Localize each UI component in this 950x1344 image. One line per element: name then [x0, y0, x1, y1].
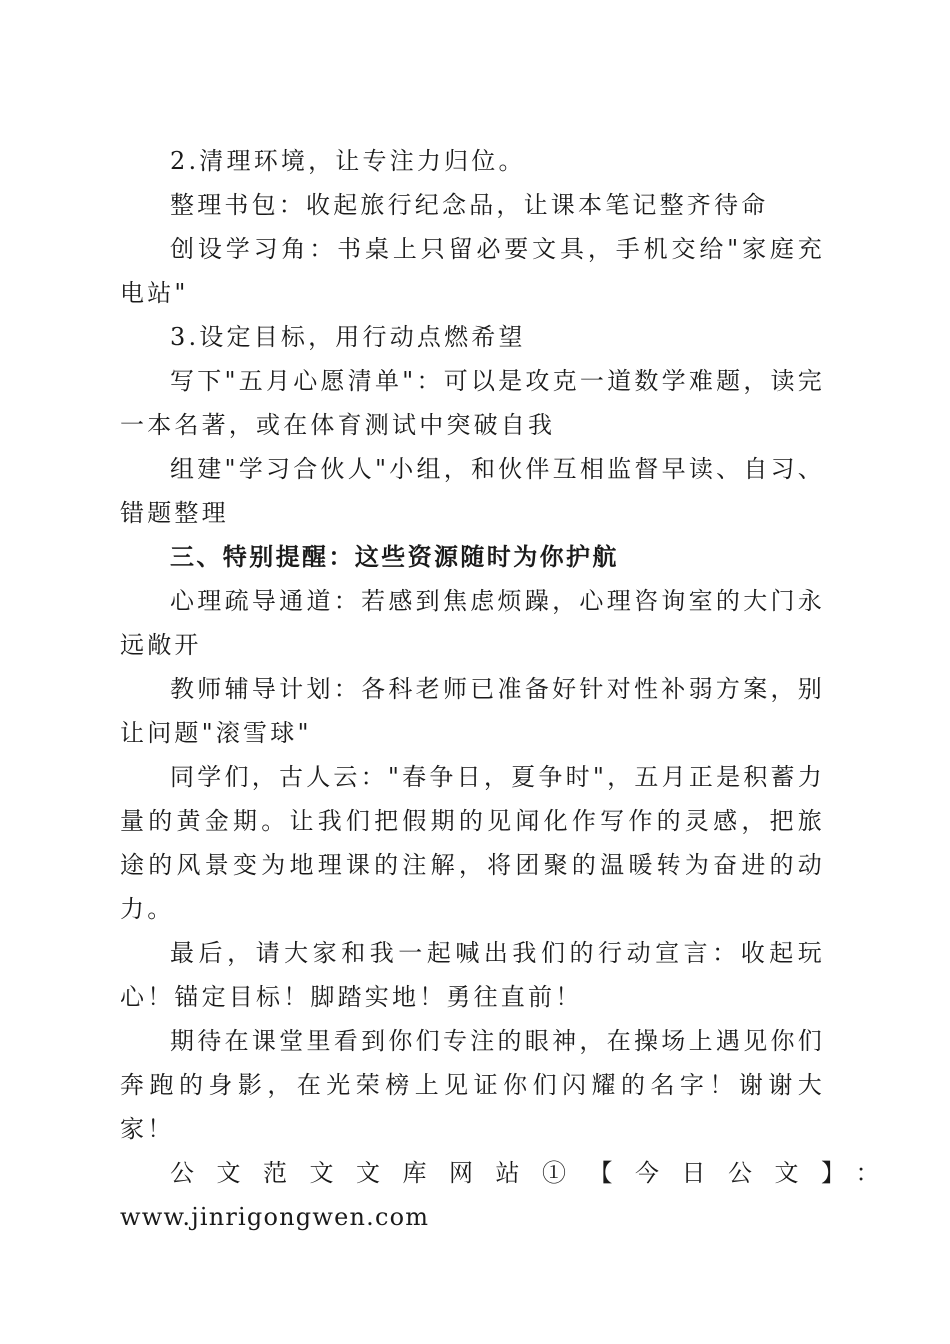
- paragraph-wish-list: 写下"五月心愿清单"：可以是攻克一道数学难题，读完一本名著，或在体育测试中突破自我: [120, 367, 825, 439]
- paragraph-teacher-tutoring: 教师辅导计划：各科老师已准备好针对性补弱方案，别让问题"滚雪球": [120, 675, 825, 747]
- section-heading-special-reminder: 三、特别提醒：这些资源随时为你护航: [170, 543, 619, 571]
- paragraph-psychological-channel: 心理疏导通道：若感到焦虑烦躁，心理咨询室的大门永远敞开: [120, 587, 825, 659]
- paragraph-set-goals: 3.设定目标，用行动点燃希望: [170, 323, 526, 351]
- paragraph-clean-environment: 2.清理环境，让专注力归位。: [170, 147, 526, 175]
- footer-site-name: 公文范文文库网站①【今日公文】：: [170, 1159, 902, 1187]
- document-body: [120, 139, 902, 1239]
- paragraph-action-declaration: 最后，请大家和我一起喊出我们的行动宣言：收起玩心！锚定目标！脚踏实地！勇往直前！: [120, 939, 825, 1011]
- paragraph-study-partner: 组建"学习合伙人"小组，和伙伴互相监督早读、自习、错题整理: [120, 455, 825, 527]
- paragraph-study-corner: 创设学习角：书桌上只留必要文具，手机交给"家庭充电站": [120, 235, 825, 307]
- paragraph-closing: 期待在课堂里看到你们专注的眼神，在操场上遇见你们奔跑的身影，在光荣榜上见证你们闪耀的名字！谢谢大家！: [120, 1027, 825, 1143]
- footer-url: www.jinrigongwen.com: [120, 1203, 430, 1231]
- paragraph-organize-bag: 整理书包：收起旅行纪念品，让课本笔记整齐待命: [170, 191, 769, 219]
- paragraph-golden-period: 同学们，古人云："春争日，夏争时"，五月正是积蓄力量的黄金期。让我们把假期的见闻化作写作的灵感，把旅途的风景变为地理课的注解，将团聚的温暖转为奋进的动力。: [120, 763, 825, 923]
